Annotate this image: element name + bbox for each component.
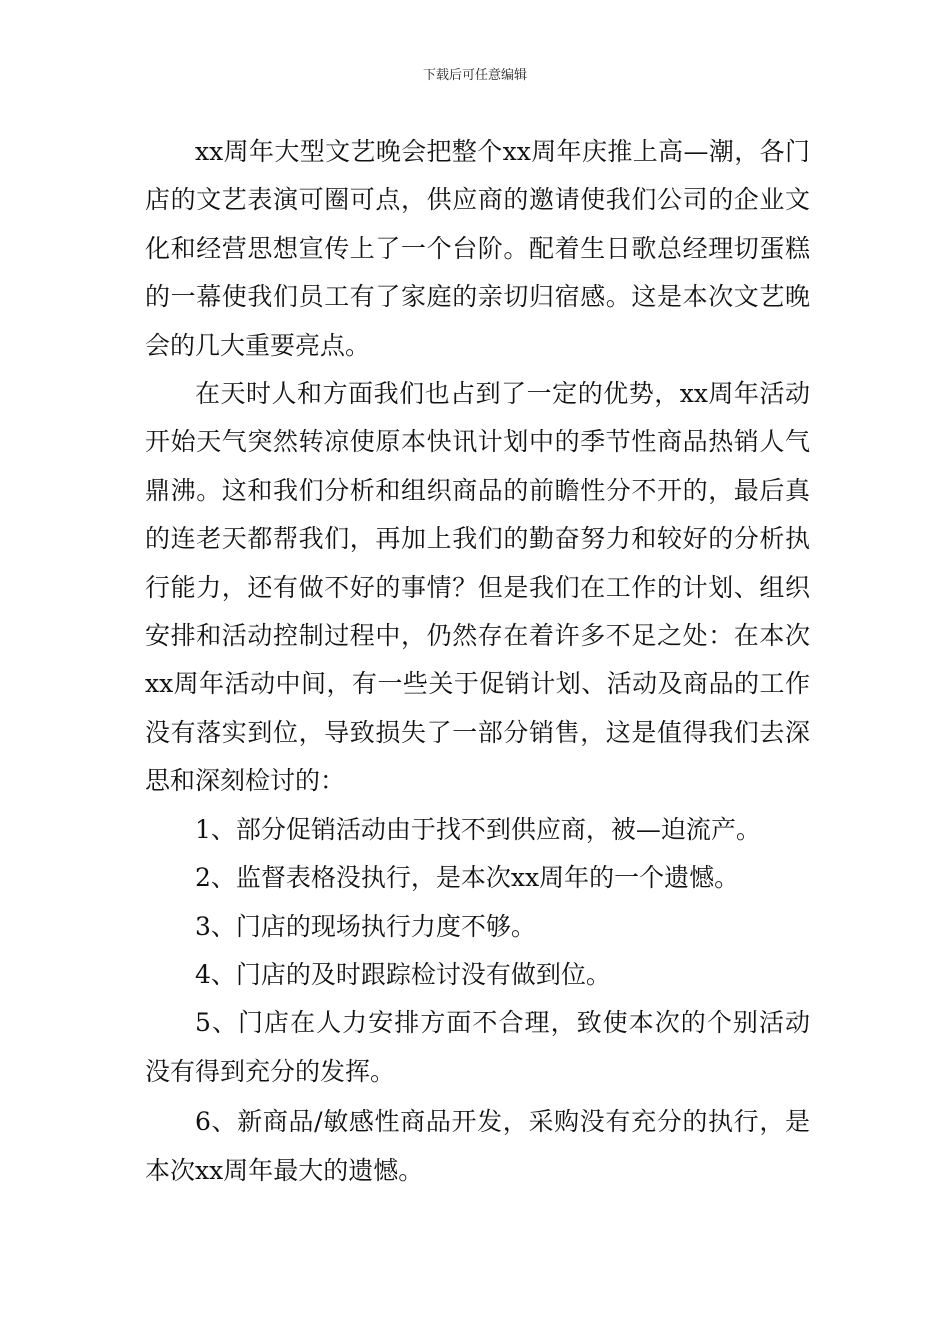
document-body <box>145 128 810 1195</box>
list-item-6: 6、新商品/敏感性商品开发，采购没有充分的执行，是本次xx周年最大的遗憾。 <box>145 1107 810 1185</box>
list-item-5: 5、门店在人力安排方面不合理，致使本次的个别活动没有得到充分的发挥。 <box>145 1008 810 1086</box>
list-item-3: 3、门店的现场执行力度不够。 <box>195 911 536 941</box>
page-header: 下载后可任意编辑 <box>422 68 527 83</box>
list-item-2: 2、监督表格没执行，是本次xx周年的一个遗憾。 <box>195 863 740 893</box>
paragraph-advantages-and-shortcomings: 在天时人和方面我们也占到了一定的优势，xx周年活动开始天气突然转凉使原本快讯计划中的季节性商品热销人气鼎沸。这和我们分析和组织商品的前瞻性分不开的，最后真的连老天都帮我们，再加上我们的勤奋努力和较好的分析执行能力，还有做不好的事情？但是我们在工作的计划、组织安排和活动控制过程中，仍然存在着许多不足之处：在本次xx周年活动中间，有一些关于促销计划、活动及商品的工作没有落实到位，导致损失了一部分销售，这是值得我们去深思和深刻检讨的： <box>145 379 810 796</box>
list-item-1: 1、部分促销活动由于找不到供应商，被—迫流产。 <box>195 814 761 844</box>
list-item-4: 4、门店的及时跟踪检讨没有做到位。 <box>195 959 611 989</box>
paragraph-gala-review: xx周年大型文艺晚会把整个xx周年庆推上高—潮，各门店的文艺表演可圈可点，供应商的邀请使我们公司的企业文化和经营思想宣传上了一个台阶。配着生日歌总经理切蛋糕的一幕使我们员工有了家庭的亲切归宿感。这是本次文艺晚会的几大重要亮点。 <box>145 137 810 360</box>
